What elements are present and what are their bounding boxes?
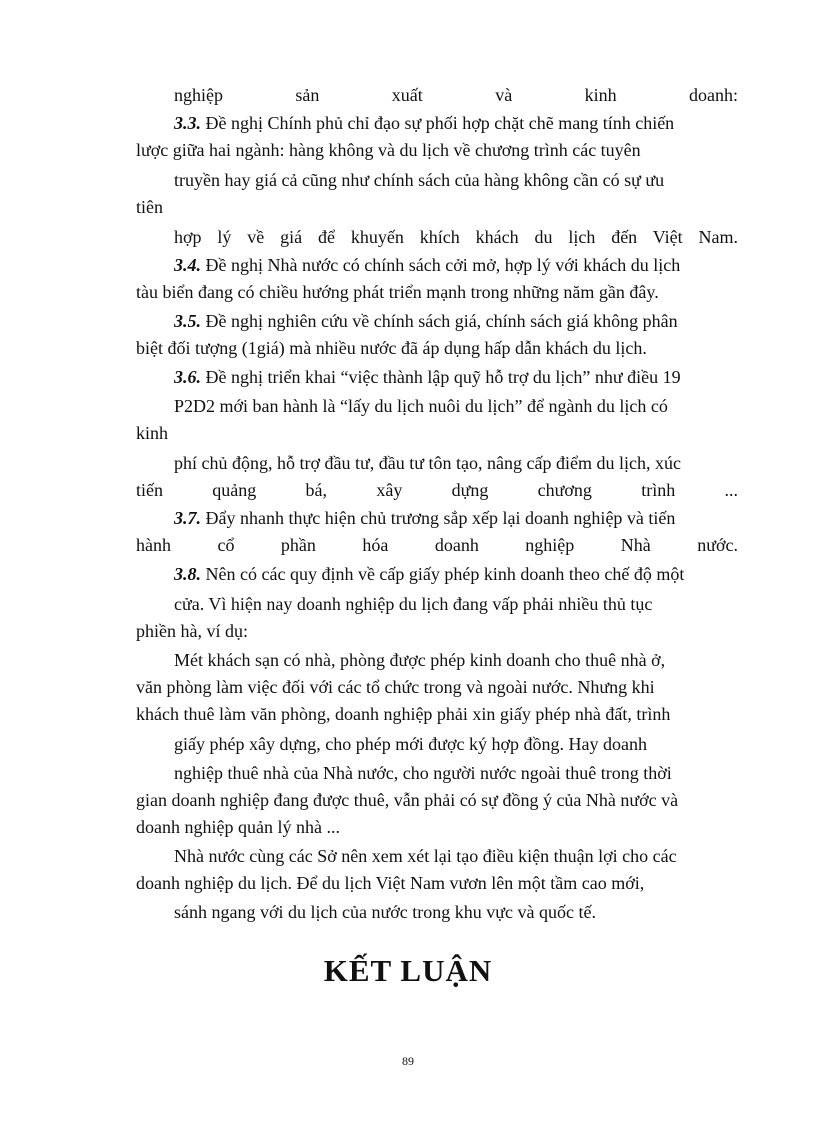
paragraph-3-7-first-line [174, 505, 738, 531]
paragraph-3-5-first-line [174, 308, 738, 334]
text-line: nghiệp sản xuất và kinh doanh: [174, 85, 738, 105]
text-line: Mét khách sạn có nhà, phòng được phép kinh doanh cho thuê nhà ở, [174, 650, 666, 670]
section-number: 3.6. [174, 367, 201, 387]
text-line: Nhà nước cùng các Sở nên xem xét lại tạo điều kiện thuận lợi cho các [174, 846, 677, 866]
paragraph-3-6-first-line [174, 364, 738, 390]
section-number: 3.7. [174, 508, 201, 528]
text-line: Đề nghị triển khai “việc thành lập quỹ hỗ trợ du lịch” như điều 19 [205, 367, 681, 387]
text-line: cửa. Vì hiện nay doanh nghiệp du lịch đang vấp phải nhiều thủ tục [174, 594, 653, 614]
text-line: kinh [136, 423, 169, 443]
text-line: nghiệp thuê nhà của Nhà nước, cho người nước ngoài thuê trong thời [174, 763, 672, 783]
text-line: phí chủ động, hỗ trợ đầu tư, đầu tư tôn tạo, nâng cấp điểm du lịch, xúc [174, 453, 681, 473]
paragraph-3-3-first-line [174, 110, 738, 136]
text-line: truyền hay giá cả cũng như chính sách của hàng không cần có sự ưu [174, 170, 665, 190]
text-line: Nên có các quy định về cấp giấy phép kinh doanh theo chế độ một [205, 564, 685, 584]
text-line: Đề nghị Chính phủ chỉ đạo sự phối hợp chặt chẽ mang tính chiến [205, 113, 675, 133]
text-line: gian doanh nghiệp đang được thuê, vẫn phải có sự đồng ý của Nhà nước và [136, 790, 679, 810]
text-line: Đẩy nhanh thực hiện chủ trương sắp xếp lại doanh nghiệp và tiến [205, 508, 676, 528]
text-line: khách thuê làm văn phòng, doanh nghiệp phải xin giấy phép nhà đất, trình [136, 704, 671, 724]
section-number: 3.8. [174, 564, 201, 584]
text-line: Đề nghị nghiên cứu về chính sách giá, chính sách giá không phân [205, 311, 678, 331]
text-line: phiền hà, ví dụ: [136, 621, 248, 641]
text-line: hợp lý về giá để khuyến khích khách du lịch đến Việt Nam. [174, 227, 738, 247]
page-number: 89 [402, 1054, 414, 1068]
text-line: tiên [136, 197, 163, 217]
section-number: 3.4. [174, 255, 201, 275]
text-line: doanh nghiệp du lịch. Để du lịch Việt Nam vươn lên một tầm cao mới, [136, 873, 645, 893]
paragraph-3-4-first-line [174, 252, 738, 278]
text-line: sánh ngang với du lịch của nước trong khu vực và quốc tế. [174, 902, 596, 922]
text-line: P2D2 mới ban hành là “lấy du lịch nuôi du lịch” để ngành du lịch có [174, 396, 668, 416]
text-line: tiến quảng bá, xây dựng chương trình ... [136, 480, 738, 500]
text-line: lược giữa hai ngành: hàng không và du lịch về chương trình các tuyên [136, 140, 641, 160]
text-line: tàu biển đang có chiều hướng phát triển mạnh trong những năm gần đây. [136, 282, 659, 302]
text-line: hành cổ phần hóa doanh nghiệp Nhà nước. [136, 535, 738, 555]
text-line: doanh nghiệp quản lý nhà ... [136, 817, 340, 837]
paragraph-3-8-first-line [174, 561, 738, 587]
conclusion-heading: KẾT LUẬN [323, 953, 493, 988]
section-number: 3.3. [174, 113, 201, 133]
section-number: 3.5. [174, 311, 201, 331]
text-line: biệt đối tượng (1giá) mà nhiều nước đã áp dụng hấp dẫn khách du lịch. [136, 338, 647, 358]
text-line: giấy phép xây dựng, cho phép mới được ký hợp đồng. Hay doanh [174, 734, 647, 754]
text-line: Đề nghị Nhà nước có chính sách cởi mở, hợp lý với khách du lịch [205, 255, 681, 275]
text-line: văn phòng làm việc đối với các tổ chức trong và ngoài nước. Nhưng khi [136, 677, 655, 697]
